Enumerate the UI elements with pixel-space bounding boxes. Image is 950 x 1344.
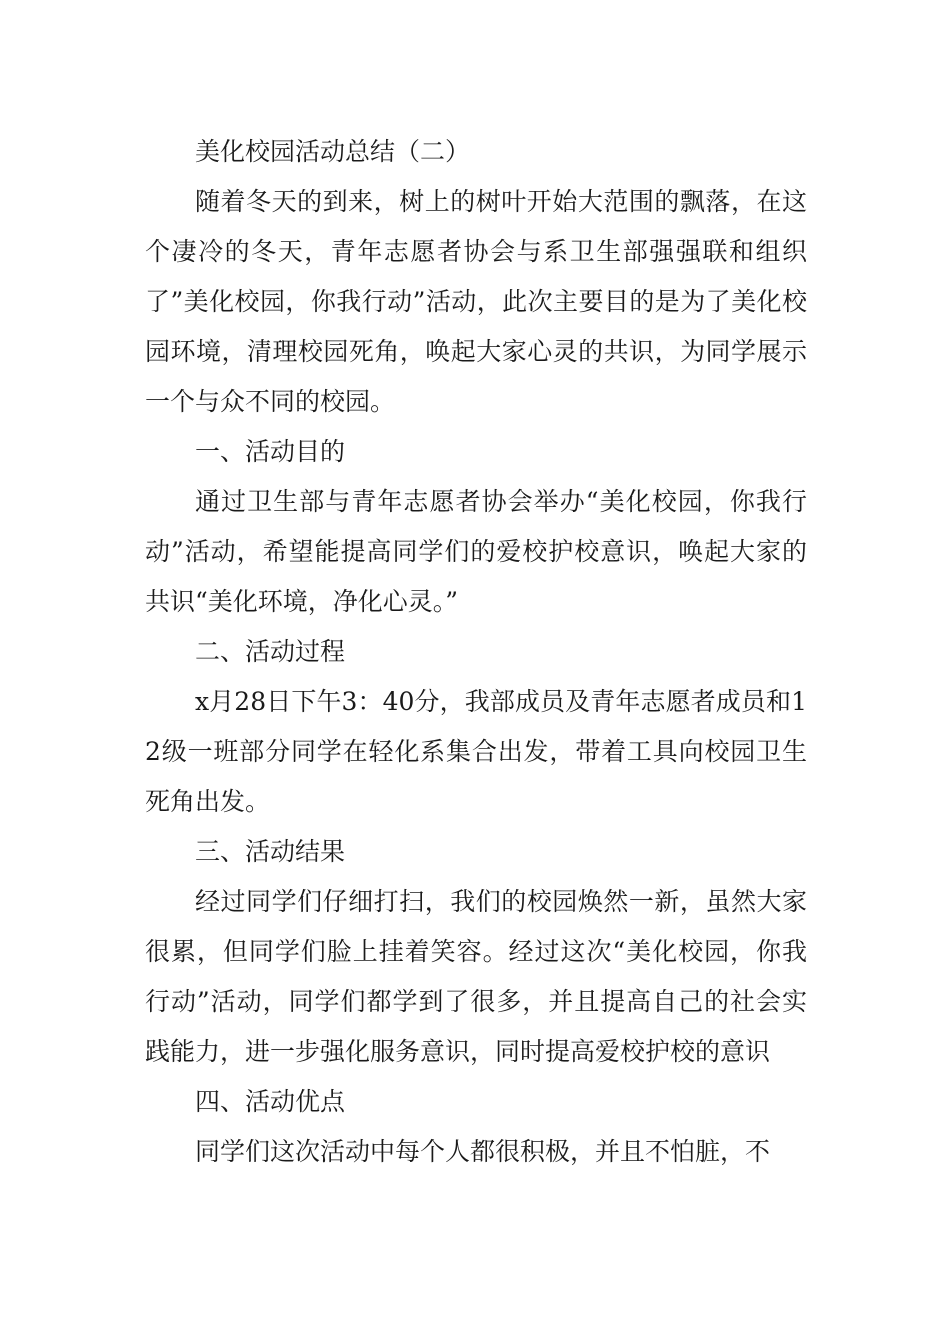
document-title: 美化校园活动总结（二） bbox=[195, 137, 471, 166]
section-body-process: x月28日下午3：40分，我部成员及青年志愿者成员和12级一班部分同学在轻化系集合出发，带着工具向校园卫生死角出发。 bbox=[145, 687, 807, 816]
section-body-merits: 同学们这次活动中每个人都很积极，并且不怕脏，不 bbox=[195, 1137, 771, 1166]
section-heading-result: 三、活动结果 bbox=[195, 837, 346, 866]
section-heading-purpose: 一、活动目的 bbox=[195, 437, 346, 466]
document-body bbox=[145, 127, 807, 1177]
section-heading-merits: 四、活动优点 bbox=[195, 1087, 346, 1116]
section-heading-process: 二、活动过程 bbox=[195, 637, 346, 666]
section-body-result: 经过同学们仔细打扫，我们的校园焕然一新，虽然大家很累，但同学们脸上挂着笑容。经过这次“美化校园，你我行动”活动，同学们都学到了很多，并且提高自己的社会实践能力，进一步强化服务意识，同时提高爱校护校的意识 bbox=[145, 887, 807, 1066]
intro-paragraph: 随着冬天的到来，树上的树叶开始大范围的飘落，在这个凄冷的冬天，青年志愿者协会与系卫生部强强联和组织了”美化校园，你我行动”活动，此次主要目的是为了美化校园环境，清理校园死角，唤起大家心灵的共识，为同学展示一个与众不同的校园。 bbox=[145, 187, 807, 416]
section-body-purpose: 通过卫生部与青年志愿者协会举办“美化校园，你我行动”活动，希望能提高同学们的爱校护校意识，唤起大家的共识“美化环境，净化心灵。” bbox=[145, 487, 807, 616]
